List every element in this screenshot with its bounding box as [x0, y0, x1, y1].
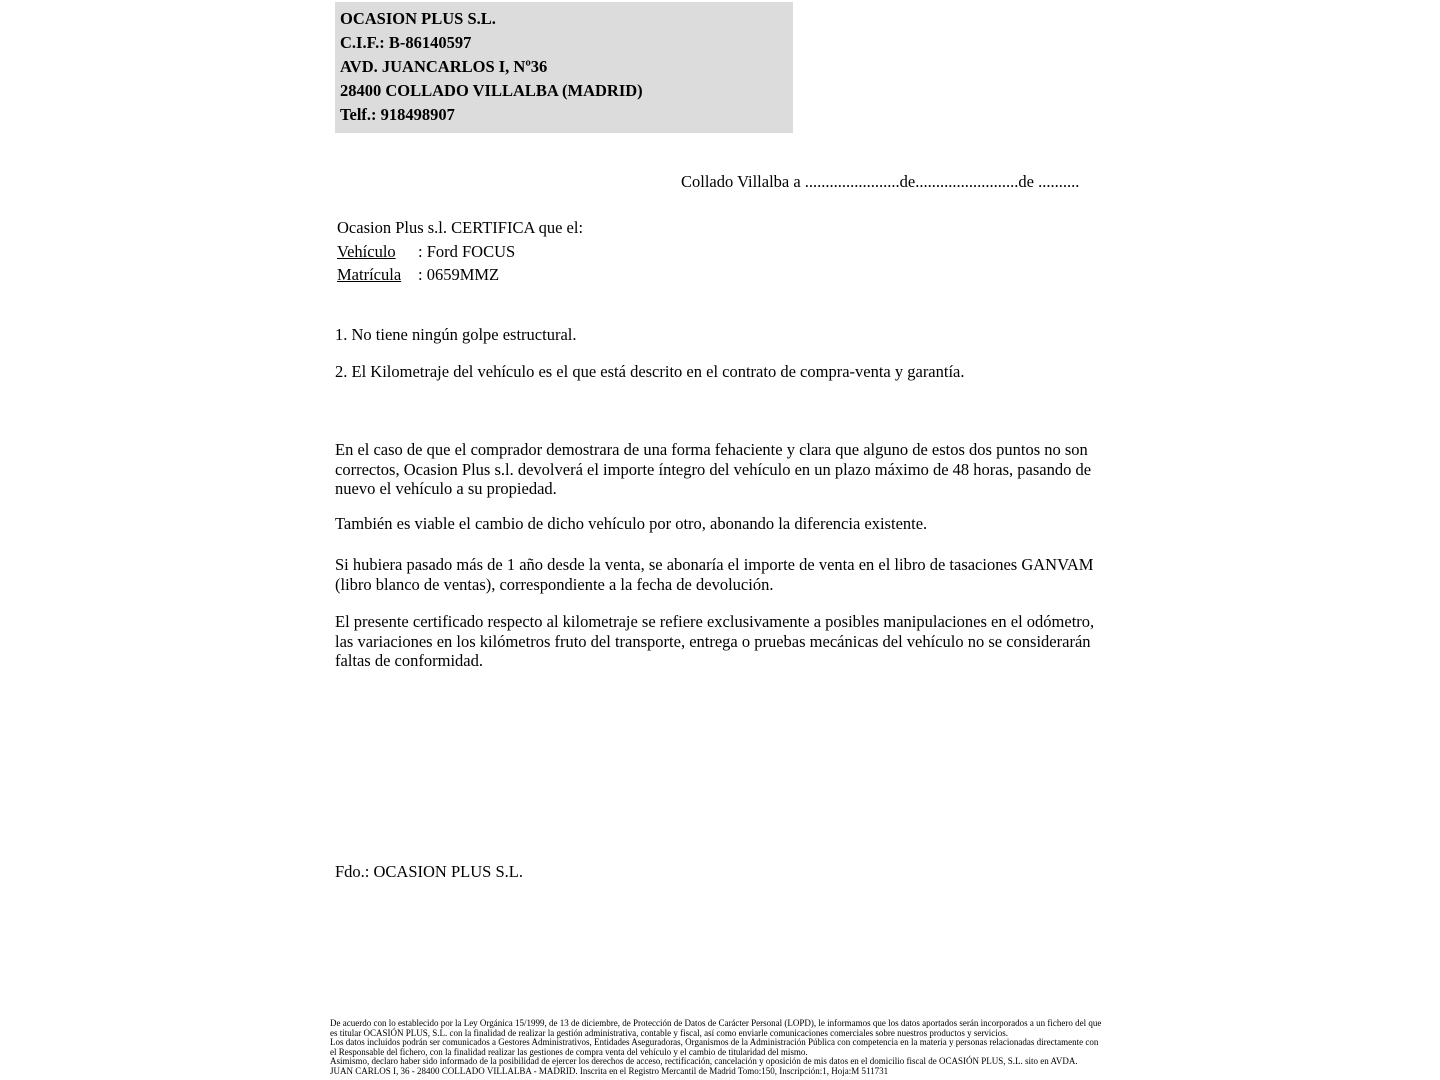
company-address: AVD. JUANCARLOS I, Nº36	[340, 57, 548, 76]
company-city: 28400 COLLADO VILLALBA (MADRID)	[340, 81, 643, 100]
certify-intro: Ocasion Plus s.l. CERTIFICA que el:	[337, 218, 584, 237]
company-name: OCASION PLUS S.L.	[340, 9, 496, 28]
plate-label: Matrícula	[337, 265, 402, 284]
company-phone: Telf.: 918498907	[340, 105, 455, 124]
body-paragraph-odometer: El presente certificado respecto al kilometraje se refiere exclusivamente a posibles manipulaciones en el odómetro, las variaciones en los kilómetros fruto del transporte, entrega o pruebas mecánicas del vehículo no se considerarán faltas de conformidad.	[335, 612, 1095, 670]
signature-line: Fdo.: OCASION PLUS S.L.	[335, 862, 523, 881]
plate-value: : 0659MMZ	[418, 265, 500, 284]
body-paragraph-refund: En el caso de que el comprador demostrara de una forma fehaciente y clara que alguno de estos dos puntos no son correctos, Ocasion Plus s.l. devolverá el importe íntegro del vehículo en un plazo máximo de 48 horas, pasando de nuevo el vehículo a su propiedad.	[335, 440, 1092, 498]
certification-block	[337, 216, 583, 287]
company-cif: C.I.F.: B-86140597	[340, 33, 472, 52]
plate-row	[337, 263, 583, 287]
vehicle-row	[337, 240, 583, 264]
certification-point-1: 1. No tiene ningún golpe estructural.	[335, 325, 577, 344]
legal-footer	[330, 1019, 1102, 1077]
date-line: Collado Villalba a .......................de.........................de ..........	[681, 172, 1080, 191]
letterhead-block	[335, 2, 793, 133]
vehicle-label-cell	[337, 240, 418, 264]
vehicle-value: : Ford FOCUS	[418, 241, 516, 261]
plate-label-cell	[337, 263, 418, 287]
legal-paragraph-data-sharing: Los datos incluidos podrán ser comunicados a Gestores Administrativos, Entidades Aseguradoras, Organismos de la Administración Pública con competencia en la materia y personas relacionadas directamente con el Responsable del fichero, con la finalidad realizar las gestiones de compra venta del vehículo y el cambio de titularidad del mismo.	[330, 1037, 1099, 1057]
legal-paragraph-rights: Asimismo, declaro haber sido informado de la posibilidad de ejercer los derechos de acceso, rectificación, cancelación y oposición de mis datos en el domicilio fiscal de OCASIÓN PLUS, S.L. sito en AVDA. JUAN CARLOS I, 36 - 28400 COLLADO VILLALBA - MADRID. Inscrita en el Registro Mercantil de Madrid Tomo:150, Inscripción:1, Hoja:M 511731	[330, 1056, 1078, 1076]
body-paragraph-exchange: También es viable el cambio de dicho vehículo por otro, abonando la diferencia existente.	[335, 514, 928, 533]
certification-point-2: 2. El Kilometraje del vehículo es el que está descrito en el contrato de compra-venta y garantía.	[335, 362, 965, 381]
body-paragraph-ganvam: Si hubiera pasado más de 1 año desde la venta, se abonaría el importe de venta en el libro de tasaciones GANVAM (libro blanco de ventas), correspondiente a la fecha de devolución.	[335, 555, 1094, 594]
legal-paragraph-lopd: De acuerdo con lo establecido por la Ley Orgánica 15/1999, de 13 de diciembre, de Protección de Datos de Carácter Personal (LOPD), le informamos que los datos aportados serán incorporados a un fichero del que es titular OCASIÓN PLUS, S.L. con la finalidad de realizar la gestión administrativa, contable y fiscal, así como enviarle comunicaciones comerciales sobre nuestros productos y servicios.	[330, 1018, 1102, 1038]
vehicle-label: Vehículo	[337, 241, 396, 261]
